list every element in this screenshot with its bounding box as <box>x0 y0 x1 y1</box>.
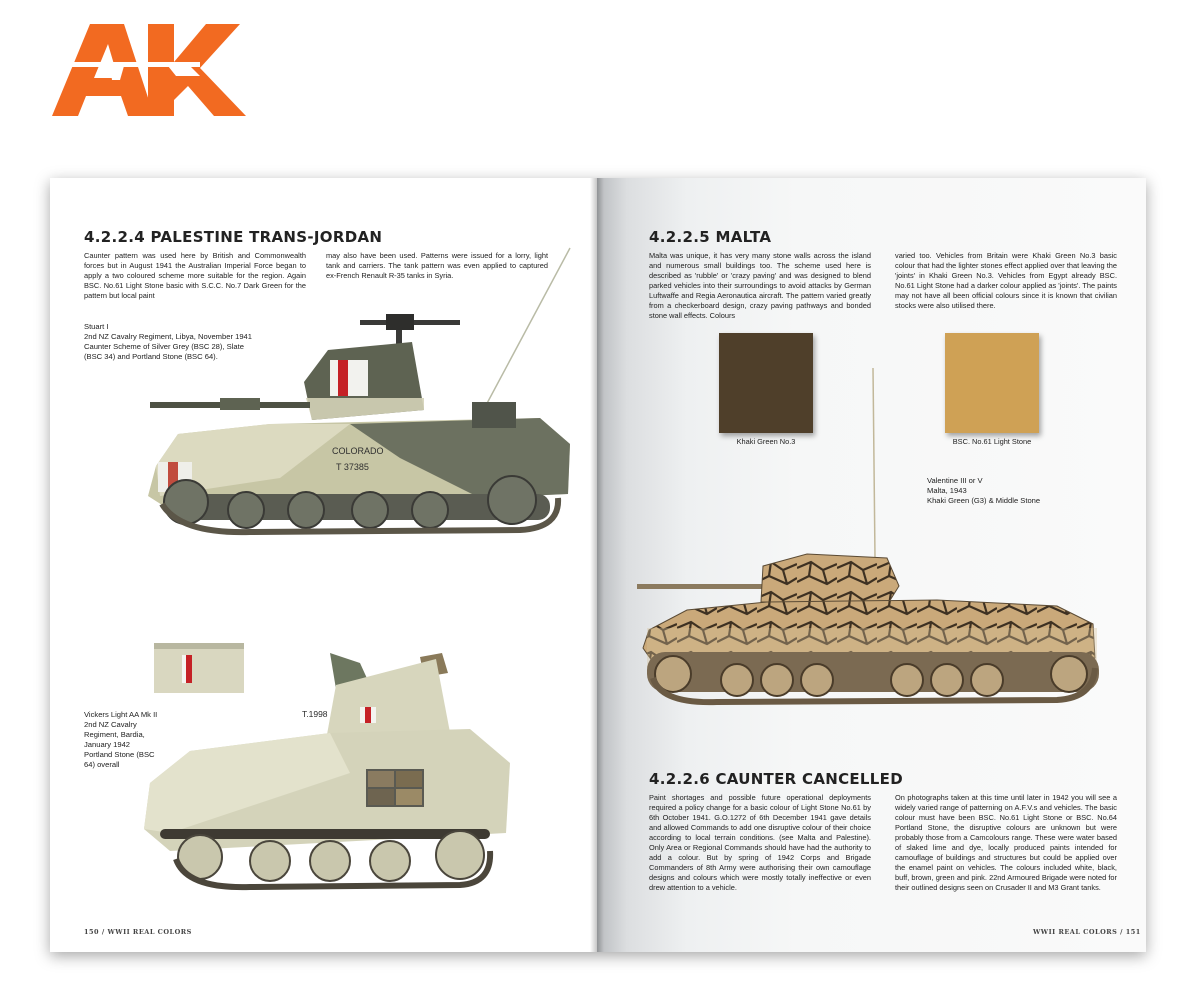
right-page <box>597 178 1146 952</box>
swatch-label-light-stone: BSC. No.61 Light Stone <box>952 437 1032 446</box>
vickers-caption-line: January 1942 <box>84 740 131 749</box>
right-folio-title: WWII REAL COLORS <box>1033 928 1118 936</box>
book-spread <box>50 178 1146 952</box>
left-page-number: 150 <box>84 928 100 936</box>
vickers-caption-line: 64) overall <box>84 760 120 769</box>
left-folio-title: WWII REAL COLORS <box>107 928 192 936</box>
malta-text-col1: Malta was unique, it has very many stone walls across the island and numerous small buildings too. The scheme used here is described as 'rubble' or 'crazy paving' and was designed to blend parked vehicles into their surroundings to avoid attacks by German Luftwaffe and Regia Aeronautica aircraft. The pattern varied greatly from a checkerboard design, crazy paving pathways and bonded stone wall effects. Colours <box>649 251 871 320</box>
malta-text-col2: varied too. Vehicles from Britain were Khaki Green No.3 basic colour that had the lighter stones effect applied over that leaving the 'joints' in Khaki Green No.3. Vehicles from Egypt already BSC. No.61 Light Stone had a darker colour applied as 'joints'. The paints may not have all been official colours since it is known that civilian stocks were also utilised there. <box>895 251 1117 310</box>
palestine-text-col2: may also have been used. Patterns were issued for a lorry, light tank and carriers. The tank pattern was even applied to captured ex-French Renault R-35 tanks in Syria. <box>326 251 548 280</box>
palestine-text-col1: Caunter pattern was used here by British and Commonwealth forces but in August 1941 the Australian Imperial Force began to apply a two coloured scheme more suitable for the region. Again BSC. No.61 Light Stone basic with S.C.C. No.7 Dark Green for the pattern but local paint <box>84 251 306 300</box>
stuart-caption-line: (BSC 34) and Portland Stone (BSC 64). <box>84 352 218 361</box>
vickers-aa-tank-illustration <box>130 633 530 893</box>
vickers-caption-line: 2nd NZ Cavalry <box>84 720 137 729</box>
colour-swatch-light-stone <box>945 333 1039 433</box>
vickers-caption-title: Vickers Light AA Mk II <box>84 710 158 719</box>
left-folio: 150 / WWII REAL COLORS <box>84 928 192 936</box>
valentine-caption <box>927 476 1107 506</box>
swatch-label-khaki-green: Khaki Green No.3 <box>736 437 796 446</box>
vickers-caption-line: Regiment, Bardia, <box>84 730 145 739</box>
tank-number-marking: T 37385 <box>336 462 369 472</box>
caunter-text-col1: Paint shortages and possible future operational deployments required a policy change for a basic colour of Light Stone No.61 by 6th October 1941. G.O.1272 of 6th December 1941 gave details and allowed Commands to add one disruptive colour of their choice according to local terrain conditions. (see Malta and Palestine). Only Area or Regional Commands should have had the authority to add a colour. But by spring of 1942 Corps and Brigade Commanders of 8th Army were authorising their own camouflage designs and colours which were mostly totally ineffective or even drew attention to a vehicle. <box>649 793 871 892</box>
stuart-caption-line: Caunter Scheme of Silver Grey (BSC 28), Slate <box>84 342 244 351</box>
valentine-caption-title: Valentine III or V <box>927 476 983 485</box>
valentine-caption-line: Malta, 1943 <box>927 486 967 495</box>
valentine-tank-illustration <box>637 528 1107 728</box>
antenna <box>873 368 875 558</box>
tank-name-marking: COLORADO <box>332 446 384 456</box>
left-page <box>50 178 597 952</box>
caunter-text-col2: On photographs taken at this time until later in 1942 you will see a widely varied range of patterning on A.F.V.s and vehicles. The basic colour must have been BSC. No.61 Light Stone or BSC. No.64 Portland Stone, the disruptive colours are unknown but were probably those from a Camcolours range. These were water based of slaked lime and dye, locally produced paints intended for camouflage of buildings and structures but could be applied over the enamel paint on vehicles. The colours included white, black, buff, brown, green and pink. 22nd Armoured Brigade were noted for their outlined designs seen on Crusader II and M3 Grant tanks. <box>895 793 1117 892</box>
section-heading-caunter-cancelled: 4.2.2.6 CAUNTER CANCELLED <box>649 770 903 788</box>
section-heading-malta: 4.2.2.5 MALTA <box>649 228 772 246</box>
stuart-tank-illustration <box>100 248 580 528</box>
stuart-caption-title: Stuart I <box>84 322 109 331</box>
ak-logo <box>50 22 250 118</box>
vehicle-number-marking: T.1998 <box>302 709 328 719</box>
book-gutter-shadow <box>590 178 604 952</box>
section-heading-palestine: 4.2.2.4 PALESTINE TRANS-JORDAN <box>84 228 383 246</box>
right-page-number: 151 <box>1125 928 1141 936</box>
valentine-caption-line: Khaki Green (G3) & Middle Stone <box>927 496 1041 505</box>
vickers-caption-line: Portland Stone (BSC <box>84 750 155 759</box>
colour-swatch-khaki-green <box>719 333 813 433</box>
right-folio: WWII REAL COLORS / 151 <box>1033 928 1141 936</box>
stuart-caption-line: 2nd NZ Cavalry Regiment, Libya, November 1941 <box>84 332 252 341</box>
